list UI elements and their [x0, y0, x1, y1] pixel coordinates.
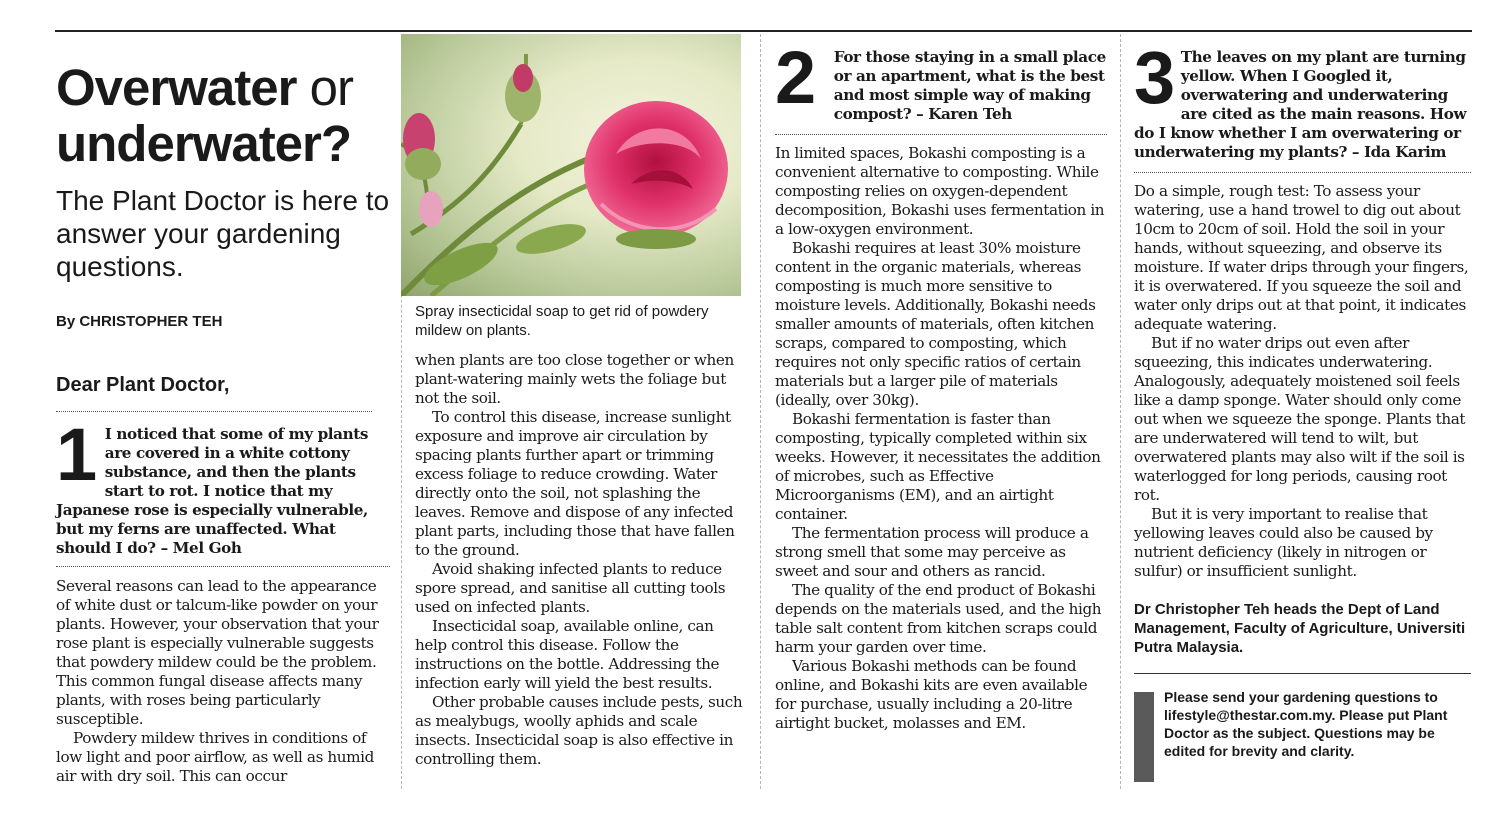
answer-1-part-1 [56, 577, 390, 786]
column-separator [760, 34, 761, 789]
dotted-divider [56, 411, 372, 412]
question-2-text: For those staying in a small place or an apartment, what is the best and most simple way of making compost? – Karen Teh [833, 48, 1106, 123]
question-number-1: 1 [56, 413, 97, 496]
paragraph: The quality of the end product of Bokashi depends on the materials used, and the high table salt content from kitchen scraps could harm your garden over time. [775, 581, 1102, 656]
salutation: Dear Plant Doctor, [56, 374, 230, 396]
question-number-3: 3 [1134, 36, 1175, 119]
answer-2 [775, 144, 1107, 733]
question-1 [56, 413, 390, 558]
answer-1-part-2 [401, 351, 743, 769]
callout-bar [1134, 692, 1154, 782]
paragraph: To control this disease, increase sunlight exposure and improve air circulation by spacing plants further apart or trimming excess foliage to reduce crowding. Water directly onto the soil, not splashing the leaves. Remove and dispose of any infected plant parts, including those that have fallen to the ground. [415, 408, 735, 559]
column-4 [1134, 34, 1471, 760]
author-note: Dr Christopher Teh heads the Dept of Land Management, Faculty of Agriculture, Universiti Putra Malaysia. [1134, 601, 1466, 656]
paragraph: Do a simple, rough test: To assess your watering, use a hand trowel to dig out about 10cm to 20cm of soil. Hold the soil in your hands, without squeezing, and observe its moisture. If water drips through your fingers, it is overwatered. If you squeeze the soil and water only drips out at that point, it indicates adequate watering. [1134, 182, 1469, 333]
paragraph: Insecticidal soap, available online, can help control this disease. Follow the instructions on the bottle. Addressing the infection early will yield the best results. [415, 617, 720, 692]
answer-3 [1134, 182, 1471, 581]
column-2 [401, 34, 743, 769]
column-separator [1120, 34, 1121, 789]
paragraph: Bokashi fermentation is faster than composting, typically completed within six weeks. However, it necessitates the addition of microbes, such as Effective Microorganisms (EM), and an airtight container. [775, 410, 1101, 523]
paragraph: Powdery mildew thrives in conditions of low light and poor airflow, as well as humid air with dry soil. This can occur [56, 729, 374, 785]
paragraph: Avoid shaking infected plants to reduce spore spread, and sanitise all cutting tools used on infected plants. [415, 560, 726, 616]
dotted-divider [1134, 172, 1471, 173]
dotted-divider [775, 134, 1107, 135]
top-rule [55, 30, 1472, 32]
byline: By CHRISTOPHER TEH [56, 313, 223, 330]
rose-photo [401, 34, 741, 296]
paragraph: In limited spaces, Bokashi composting is a convenient alternative to composting. While composting relies on oxygen-dependent decomposition, Bokashi uses fermentation in a low-oxygen environment. [775, 144, 1105, 238]
paragraph: But it is very important to realise that yellowing leaves could also be caused by nutrient deficiency (likely in nitrogen or sulfur) or insufficient sunlight. [1134, 505, 1433, 580]
column-3 [775, 34, 1107, 733]
dotted-divider [56, 566, 390, 567]
paragraph: The fermentation process will produce a strong smell that some may perceive as sweet and sour and others as rancid. [775, 524, 1089, 580]
paragraph: But if no water drips out even after squeezing, this indicates underwatering. Analogously, adequately moistened soil feels like a damp sponge. Water should only come out when we squeeze the sponge. Plants that are underwatered will tend to wilt, but overwatered plants may also wilt if the soil is waterlogged for long periods, causing root rot. [1134, 334, 1466, 504]
solid-divider [1134, 673, 1471, 674]
paragraph: Bokashi requires at least 30% moisture content in the organic materials, whereas composting is much more sensitive to moisture levels. Additionally, Bokashi needs smaller amounts of materials, often kitchen scraps, compared to composting, which requires not only specific ratios of certain materials but a larger pile of materials (ideally, over 30kg). [775, 239, 1096, 409]
paragraph: when plants are too close together or when plant-watering mainly wets the foliage but not the soil. [415, 351, 734, 407]
callout-text: Please send your gardening questions to lifestyle@thestar.com.my. Please put Plant Doctor as the subject. Questions may be edited for brevity and clarity. [1164, 689, 1448, 759]
photo-caption: Spray insecticidal soap to get rid of powdery mildew on plants. [415, 303, 709, 339]
paragraph: Various Bokashi methods can be found online, and Bokashi kits are even available for purchase, usually including a 20-litre airtight bucket, molasses and EM. [775, 657, 1088, 732]
headline [56, 60, 390, 172]
question-3 [1134, 36, 1471, 162]
headline-word-or: or [309, 59, 354, 116]
paragraph: Other probable causes include pests, such as mealybugs, woolly aphids and scale insects. Insecticidal soap is also effective in controlling them. [415, 693, 743, 768]
submission-callout [1134, 688, 1471, 760]
question-3-text: The leaves on my plant are turning yellow. When I Googled it, overwatering and underwatering are cited as the main reasons. How do I know whether I am overwatering or underwatering my plants? – Ida Karim [1134, 48, 1467, 161]
rose-illustration [401, 34, 741, 296]
deck: The Plant Doctor is here to answer your gardening questions. [56, 185, 390, 282]
paragraph: Several reasons can lead to the appearance of white dust or talcum-like powder on your plants. However, your observation that your rose plant is especially vulnerable suggests that powdery mildew could be the problem. This common fungal disease affects many plants, with roses being particularly susceptible. [56, 577, 379, 728]
question-number-2: 2 [775, 36, 816, 119]
headline-word-underwater: underwater? [56, 115, 352, 172]
headline-word-overwater: Overwater [56, 59, 297, 116]
column-1 [56, 34, 390, 786]
question-1-text: I noticed that some of my plants are covered in a white cottony substance, and then the plants start to rot. I notice that my Japanese rose is especially vulnerable, but my ferns are unaffected. What should I do? – Mel Goh [56, 425, 369, 557]
question-2 [775, 36, 1107, 124]
